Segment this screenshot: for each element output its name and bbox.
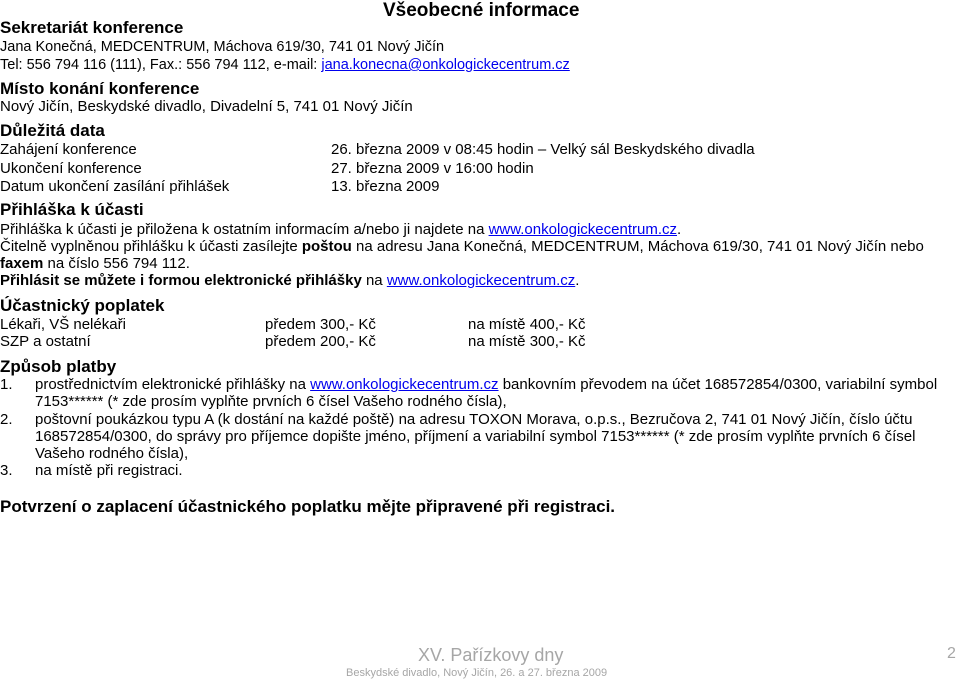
registration-line-1 — [0, 221, 681, 238]
registration-online-bold: Přihlásit se můžete i formou elektronické přihlášky — [0, 272, 362, 289]
secretariat-phone-fax: Tel: 556 794 116 (111), Fax.: 556 794 112, e-mail: — [0, 57, 322, 73]
registration-link-1[interactable]: www.onkologickecentrum.cz — [488, 221, 677, 238]
date-label-deadline: Datum ukončení zasílání přihlášek — [0, 178, 230, 195]
registration-heading: Přihláška k účasti — [0, 200, 144, 219]
secretariat-email-link[interactable]: jana.konecna@onkologickecentrum.cz — [321, 57, 570, 73]
fee-onsite-others: na místě 300,- Kč — [468, 333, 586, 350]
date-label-end: Ukončení konference — [0, 160, 142, 177]
fee-label-doctors: Lékaři, VŠ nelékaři — [0, 316, 126, 333]
secretariat-contact — [0, 57, 570, 73]
footer-subtitle: Beskydské divadlo, Nový Jičín, 26. a 27. března 2009 — [346, 667, 608, 679]
dates-heading: Důležitá data — [0, 121, 105, 140]
date-label-start: Zahájení konference — [0, 141, 137, 158]
date-value-start: 26. března 2009 v 08:45 hodin – Velký sál Beskydského divadla — [331, 141, 755, 158]
secretariat-address: Jana Konečná, MEDCENTRUM, Máchova 619/30, 741 01 Nový Jičín — [0, 39, 445, 55]
payment-item-2-line-2: 168572854/0300, do správy pro příjemce dopište jméno, příjmení a variabilní symbol 7153****** (* zde prosím vyplňte prvních 6 čísel — [35, 428, 916, 445]
registration-line-4 — [0, 272, 579, 289]
payment-heading: Způsob platby — [0, 357, 117, 376]
registration-line-2 — [0, 238, 924, 255]
payment-item-1-number: 1. — [0, 376, 13, 393]
payment-item-1-text: prostřednictvím elektronické přihlášky na — [35, 376, 311, 393]
payment-item-1-line-1 — [35, 376, 937, 393]
registration-post-bold: poštou — [301, 238, 352, 255]
payment-item-1-line-2: 7153****** (* zde prosím vyplňte prvních 6 čísel Vašeho rodného čísla), — [35, 393, 507, 410]
page-number: 2 — [947, 645, 956, 662]
registration-text-2b: na adresu Jana Konečná, MEDCENTRUM, Máchova 619/30, 741 01 Nový Jičín nebo — [351, 238, 924, 255]
fee-heading: Účastnický poplatek — [0, 296, 165, 315]
page-header-title: Všeobecné informace — [383, 0, 580, 21]
payment-item-2-line-1: poštovní poukázkou typu A (k dostání na každé poště) na adresu TOXON Morava, o.p.s., Bezručova 2, 741 01 Nový Jičín, číslo účtu — [35, 411, 913, 428]
registration-fax-bold: faxem — [0, 255, 44, 272]
registration-fax-number: na číslo 556 794 112. — [43, 255, 190, 272]
venue-heading: Místo konání konference — [0, 79, 200, 98]
payment-item-2-number: 2. — [0, 411, 13, 428]
date-value-deadline: 13. března 2009 — [331, 178, 440, 195]
registration-text-2a: Čitelně vyplněnou přihlášku k účasti zasílejte — [0, 238, 302, 255]
payment-item-2-line-3: Vašeho rodného čísla), — [35, 445, 189, 462]
registration-line-3 — [0, 255, 190, 272]
payment-item-1-rest: bankovním převodem na účet 168572854/0300, variabilní symbol — [498, 376, 938, 393]
registration-link-2[interactable]: www.onkologickecentrum.cz — [386, 272, 576, 289]
fee-label-others: SZP a ostatní — [0, 333, 91, 350]
payment-item-3-text: na místě při registraci. — [35, 462, 183, 479]
secretariat-heading: Sekretariát konference — [0, 18, 184, 37]
registration-text-4: na — [361, 272, 387, 289]
fee-advance-doctors: předem 300,- Kč — [265, 316, 376, 333]
payment-item-3-number: 3. — [0, 462, 13, 479]
fee-onsite-doctors: na místě 400,- Kč — [468, 316, 586, 333]
payment-item-1-link[interactable]: www.onkologickecentrum.cz — [310, 376, 499, 393]
venue-address: Nový Jičín, Beskydské divadlo, Divadelní 5, 741 01 Nový Jičín — [0, 98, 413, 115]
footer-title: XV. Pařízkovy dny — [418, 645, 564, 665]
date-value-end: 27. března 2009 v 16:00 hodin — [331, 160, 534, 177]
registration-dot-1: . — [677, 221, 682, 238]
fee-advance-others: předem 200,- Kč — [265, 333, 376, 350]
registration-dot-2: . — [575, 272, 580, 289]
registration-text-1: Přihláška k účasti je přiložena k ostatním informacím a/nebo ji najdete na — [0, 221, 489, 238]
payment-confirmation-note: Potvrzení o zaplacení účastnického poplatku mějte připravené při registraci. — [0, 497, 616, 516]
